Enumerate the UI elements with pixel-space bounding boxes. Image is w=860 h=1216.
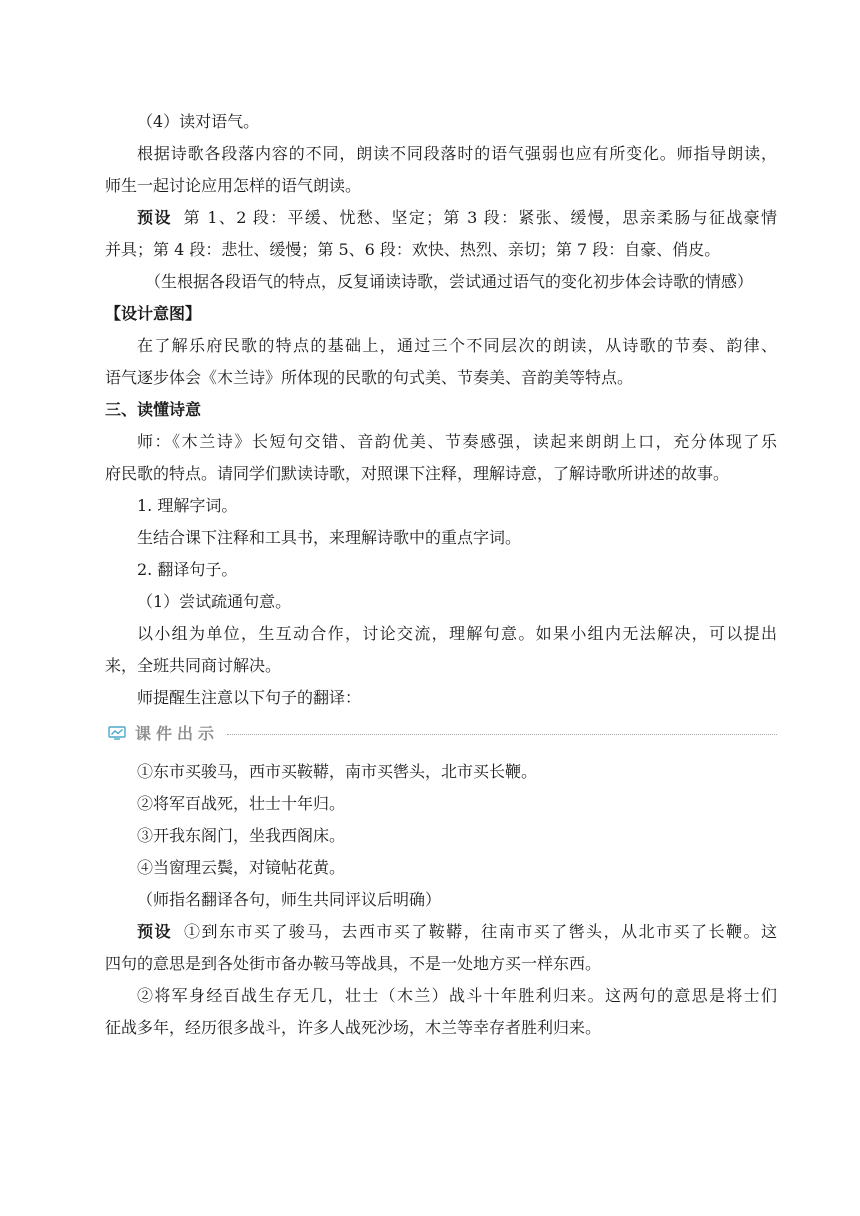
paragraph-line: 语气逐步体会《木兰诗》所体现的民歌的句式美、节奏美、音韵美等特点。 [105,368,634,387]
list-item: 2. 翻译句子。 [137,560,238,579]
preset-text: ①到东市买了骏马，去西市买了鞍鞯，往南市买了辔头，从北市买了长鞭。这 [183,922,777,941]
paragraph-line: 并具；第 4 段：悲壮、缓慢；第 5、6 段：欢快、热烈、亲切；第 7 段：自豪、俏皮。 [105,240,721,259]
preset-text: 第 1、2 段：平缓、忧愁、坚定；第 3 段：紧张、缓慢，思亲柔肠与征战豪情 [183,208,777,227]
dotted-divider [227,734,777,735]
design-intent-heading: 【设计意图】 [105,304,202,323]
paragraph-line: 生结合课下注释和工具书，来理解诗歌中的重点字词。 [137,528,522,547]
courseware-sentence: ①东市买骏马，西市买鞍鞯，南市买辔头，北市买长鞭。 [137,762,538,781]
courseware-title: 课件出示 [135,724,220,743]
courseware-sentence: ②将军百战死，壮士十年归。 [137,794,346,813]
paragraph-line: 府民歌的特点。请同学们默读诗歌，对照课下注释，理解诗意，了解诗歌所讲述的故事。 [105,464,730,483]
list-item: （1）尝试疏通句意。 [137,592,292,611]
paragraph-line: 师生一起讨论应用怎样的语气朗读。 [105,176,362,195]
paragraph-line: ②将军身经百战生存无几，壮士（木兰）战斗十年胜利归来。这两句的意思是将士们 [137,986,777,1005]
courseware-banner [105,718,777,750]
section-heading: 三、读懂诗意 [105,400,202,419]
note-line: （生根据各段语气的特点，反复诵读诗歌，尝试通过语气的变化初步体会诗歌的情感） [145,272,754,291]
preset-line [105,916,777,948]
document-body [105,106,777,1044]
paragraph-line: 师：《木兰诗》长短句交错、音韵优美、节奏感强，读起来朗朗上口，充分体现了乐 [137,432,777,451]
list-item: 1. 理解字词。 [137,496,238,515]
paragraph-line: 来，全班共同商讨解决。 [105,656,282,675]
note-line: （师指名翻译各句，师生共同评议后明确） [137,890,442,909]
courseware-sentence: ③开我东阁门，坐我西阁床。 [137,826,346,845]
paragraph-line: 征战多年，经历很多战斗，许多人战死沙场，木兰等幸存者胜利归来。 [105,1018,602,1037]
preset-label: 预设 [137,208,172,227]
paragraph-line: 在了解乐府民歌的特点的基础上，通过三个不同层次的朗读，从诗歌的节奏、韵律、 [137,336,777,355]
paragraph-line: 以小组为单位，生互动合作，讨论交流，理解句意。如果小组内无法解决，可以提出 [137,624,777,643]
presentation-icon [108,726,126,740]
paragraph-line: 根据诗歌各段落内容的不同，朗读不同段落时的语气强弱也应有所变化。师指导朗读， [137,144,777,163]
preset-line [105,202,777,234]
paragraph-line: 四句的意思是到各处街市备办鞍马等战具，不是一处地方买一样东西。 [105,954,602,973]
courseware-sentence: ④当窗理云鬓，对镜帖花黄。 [137,858,346,877]
preset-label: 预设 [137,922,172,941]
paragraph-line: 师提醒生注意以下句子的翻译： [137,688,362,707]
line-subheading-tone: （4）读对语气。 [137,112,260,131]
